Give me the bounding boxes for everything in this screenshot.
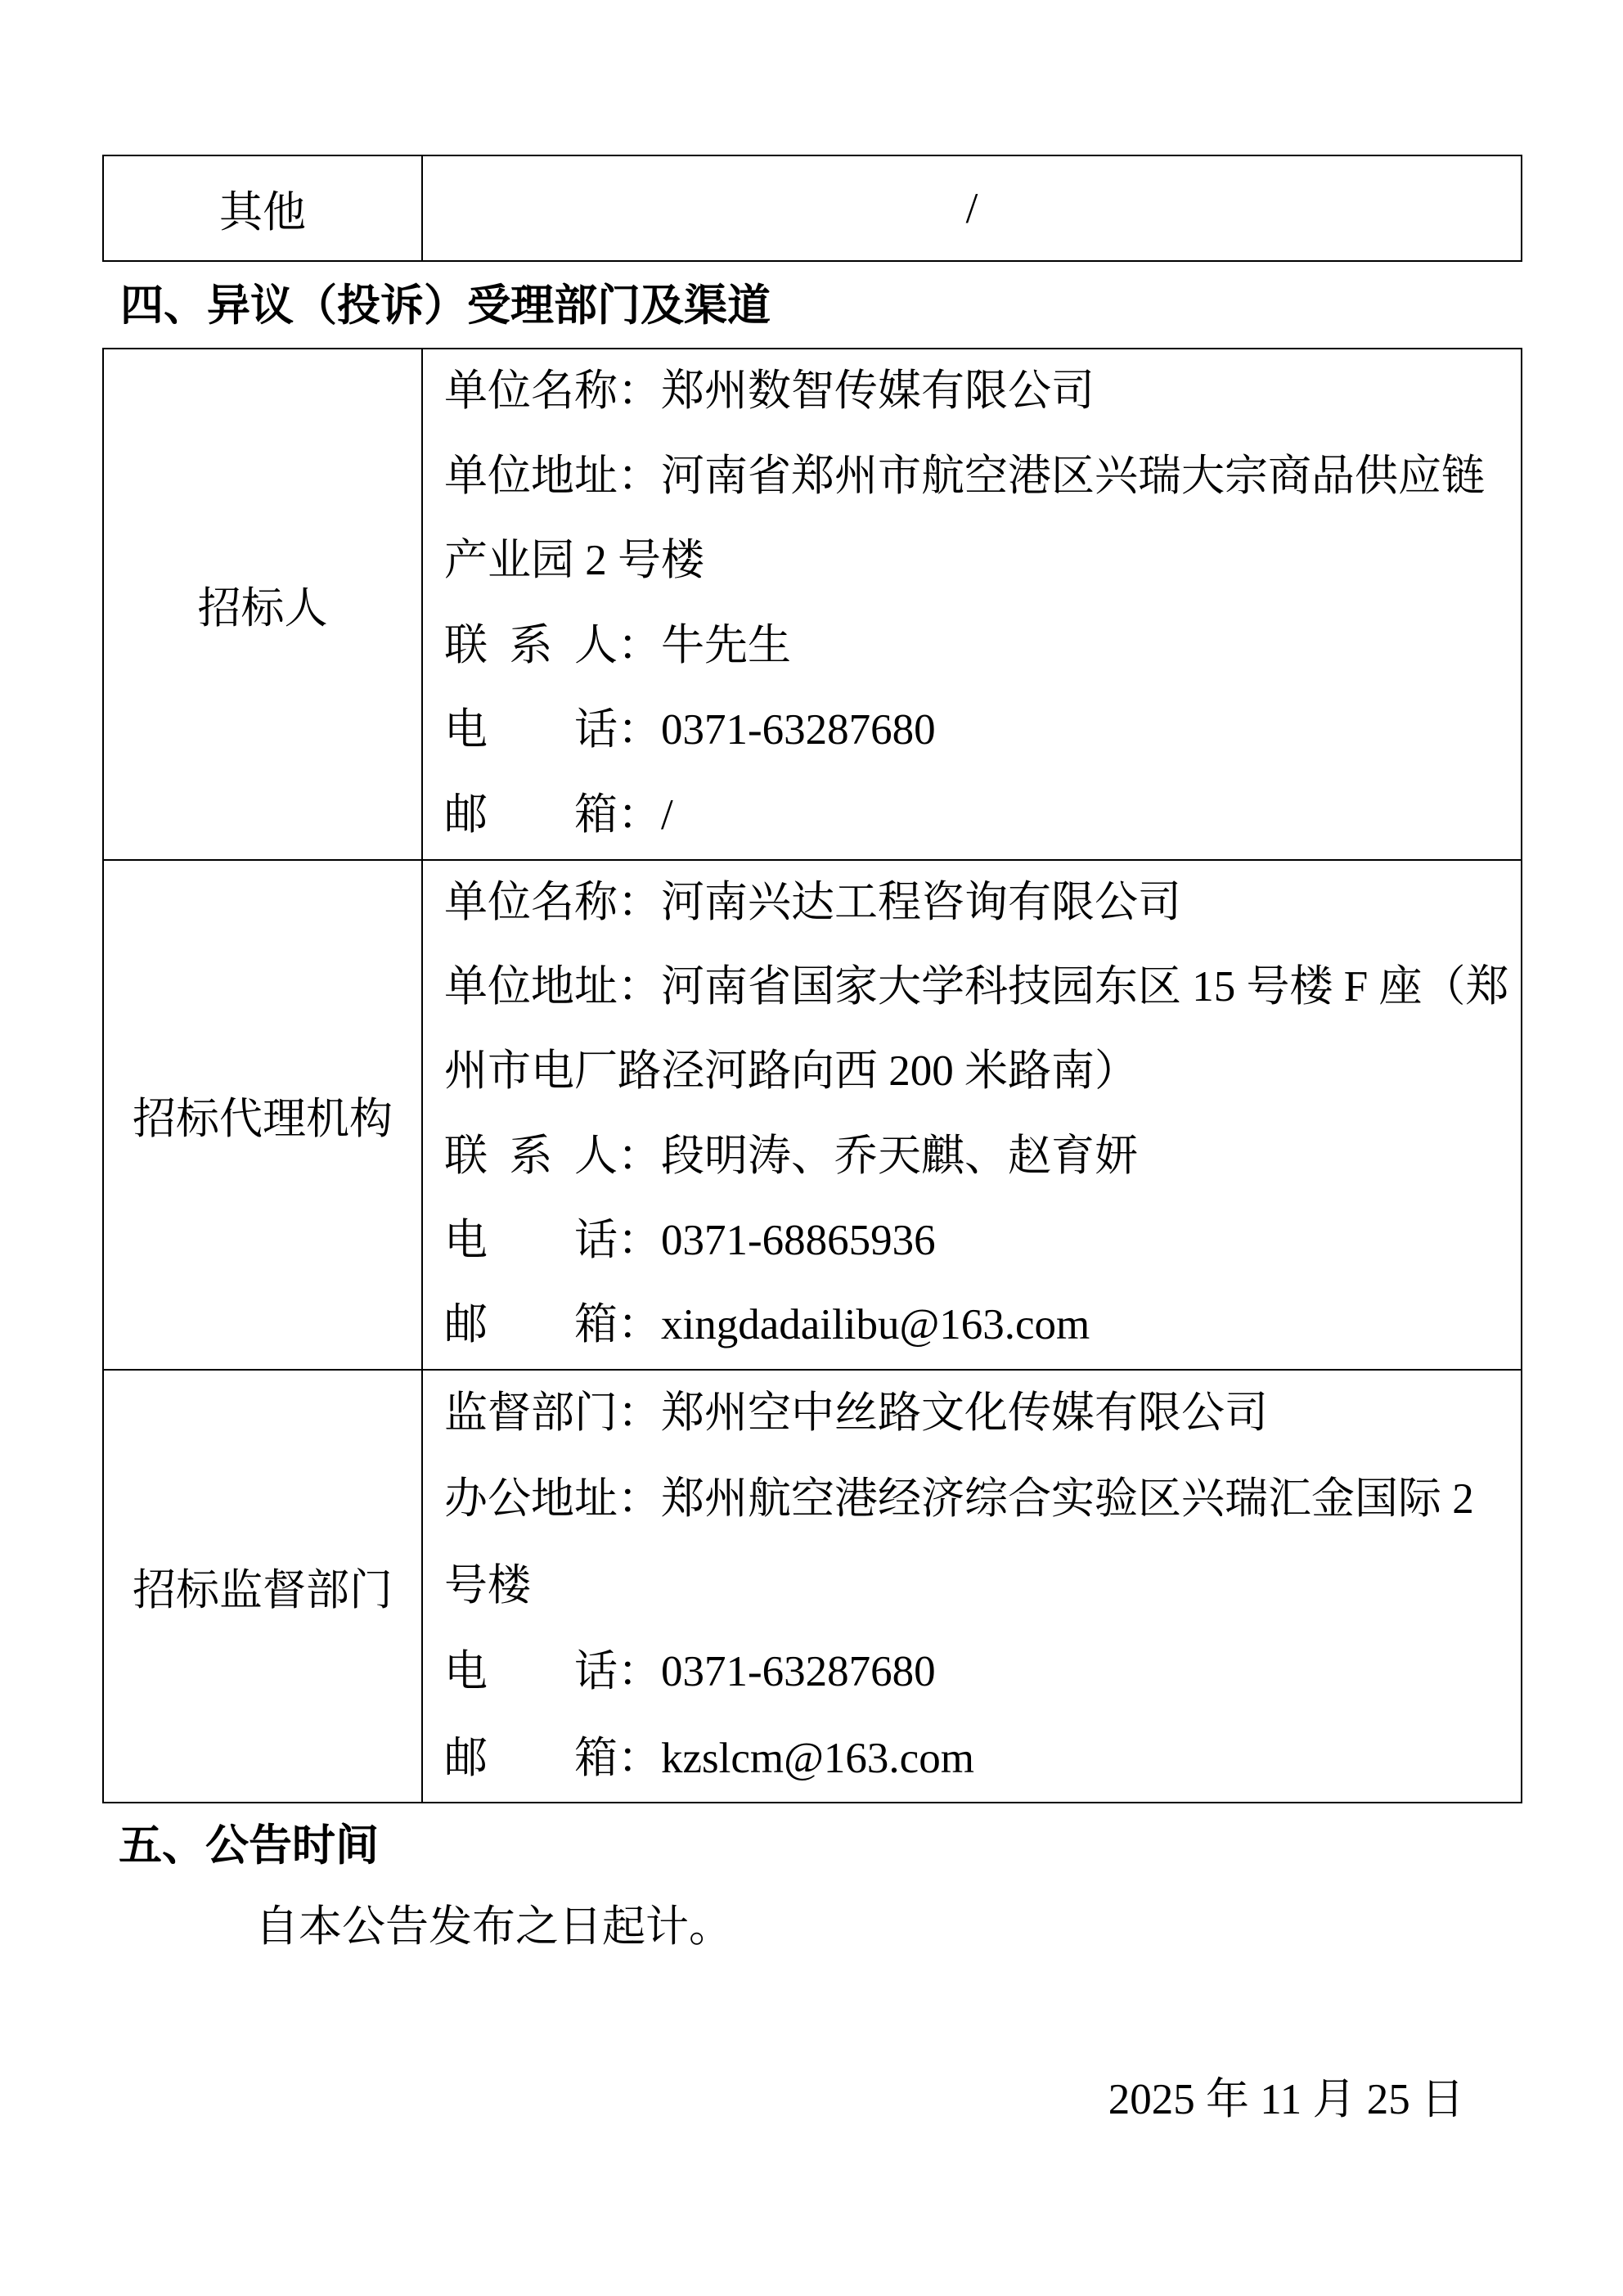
field-label: 邮箱 [444,1734,618,1782]
field-value: 牛先生 [661,621,791,669]
field-label: 办公地址 [444,1475,618,1524]
field-line [444,1716,1498,1802]
colon: ： [618,621,661,669]
field-value: 0371-63287680 [661,706,936,754]
agency-content-cell [423,861,1521,1369]
section5-body: 自本公告发布之日起计。 [255,1903,732,1951]
colon: ： [618,1132,661,1180]
field-label: 电话 [444,706,618,754]
field-line-continuation: 州市电厂路泾河路向西 200 米路南） [444,1047,1138,1096]
colon: ： [618,452,661,500]
colon: ： [618,1475,661,1524]
field-label: 单位名称 [444,367,618,415]
field-label: 联系人 [444,1132,618,1180]
agency-label: 招标代理机构 [133,1095,393,1143]
contacts-table [102,348,1522,1803]
field-label: 电话 [444,1216,618,1264]
field-label: 监督部门 [444,1389,618,1437]
field-value: 郑州航空港经济综合实验区兴瑞汇金国际 2 [661,1475,1474,1524]
field-line [444,1371,1498,1456]
field-value: xingdadailibu@163.com [661,1301,1090,1349]
field-label: 单位地址 [444,963,618,1011]
field-label: 邮箱 [444,1301,618,1349]
field-value: 河南省国家大学科技园东区 15 号楼 F 座（郑 [661,963,1509,1011]
supervision-label: 招标监督部门 [133,1566,393,1614]
announcement-date: 2025 年 11 月 25 日 [1108,2076,1464,2123]
field-line [444,1283,1498,1367]
field-line [444,688,1498,773]
other-value-cell [423,156,1521,260]
colon: ： [618,367,661,415]
field-label: 联系人 [444,621,618,669]
colon: ： [618,1389,661,1437]
section5-heading: 五、公告时间 [119,1822,379,1870]
field-label: 电话 [444,1648,618,1696]
section4-heading: 四、异议（投诉）受理部门及渠道 [120,282,771,330]
other-value: / [965,184,978,232]
colon: ： [618,706,661,754]
table-row-tenderer [104,349,1521,861]
other-label-cell [104,156,423,260]
tenderer-label: 招标人 [197,584,328,633]
field-line-continuation: 产业园 2 号楼 [444,537,704,584]
field-label: 邮箱 [444,790,618,839]
field-line [444,861,1498,945]
field-value: 河南兴达工程咨询有限公司 [661,879,1181,926]
field-value: 河南省郑州市航空港区兴瑞大宗商品供应链 [661,452,1485,500]
field-line [444,945,1509,1029]
field-value: kzslcm@163.com [661,1734,974,1782]
field-value: 段明涛、乔天麒、赵育妍 [661,1132,1138,1180]
supervision-content-cell [423,1371,1521,1802]
field-line [444,773,1498,858]
supervision-label-cell [104,1371,423,1802]
field-line [444,1114,1498,1199]
field-line [444,1199,1498,1283]
tenderer-label-cell [104,349,423,859]
colon: ： [618,1648,661,1696]
other-info-table [102,155,1522,262]
other-label: 其他 [219,188,306,236]
colon: ： [618,879,661,926]
colon: ： [618,790,661,839]
field-value: 郑州数智传媒有限公司 [661,367,1095,415]
field-value: 0371-68865936 [661,1216,936,1264]
field-line [444,349,1498,434]
colon: ： [618,1734,661,1782]
field-value: 0371-63287680 [661,1648,936,1696]
agency-label-cell [104,861,423,1369]
field-line [444,434,1498,520]
field-line [444,1456,1498,1542]
colon: ： [618,963,661,1011]
field-line [444,1629,1498,1715]
field-value: / [661,790,673,839]
table-row-supervision [104,1371,1521,1802]
tenderer-content-cell [423,349,1521,859]
colon: ： [618,1216,661,1264]
field-line [444,604,1498,689]
field-value: 郑州空中丝路文化传媒有限公司 [661,1389,1268,1437]
colon: ： [618,1301,661,1349]
table-row-agency [104,861,1521,1371]
field-label: 单位名称 [444,879,618,926]
field-line-continuation: 号楼 [444,1561,531,1609]
field-label: 单位地址 [444,452,618,500]
